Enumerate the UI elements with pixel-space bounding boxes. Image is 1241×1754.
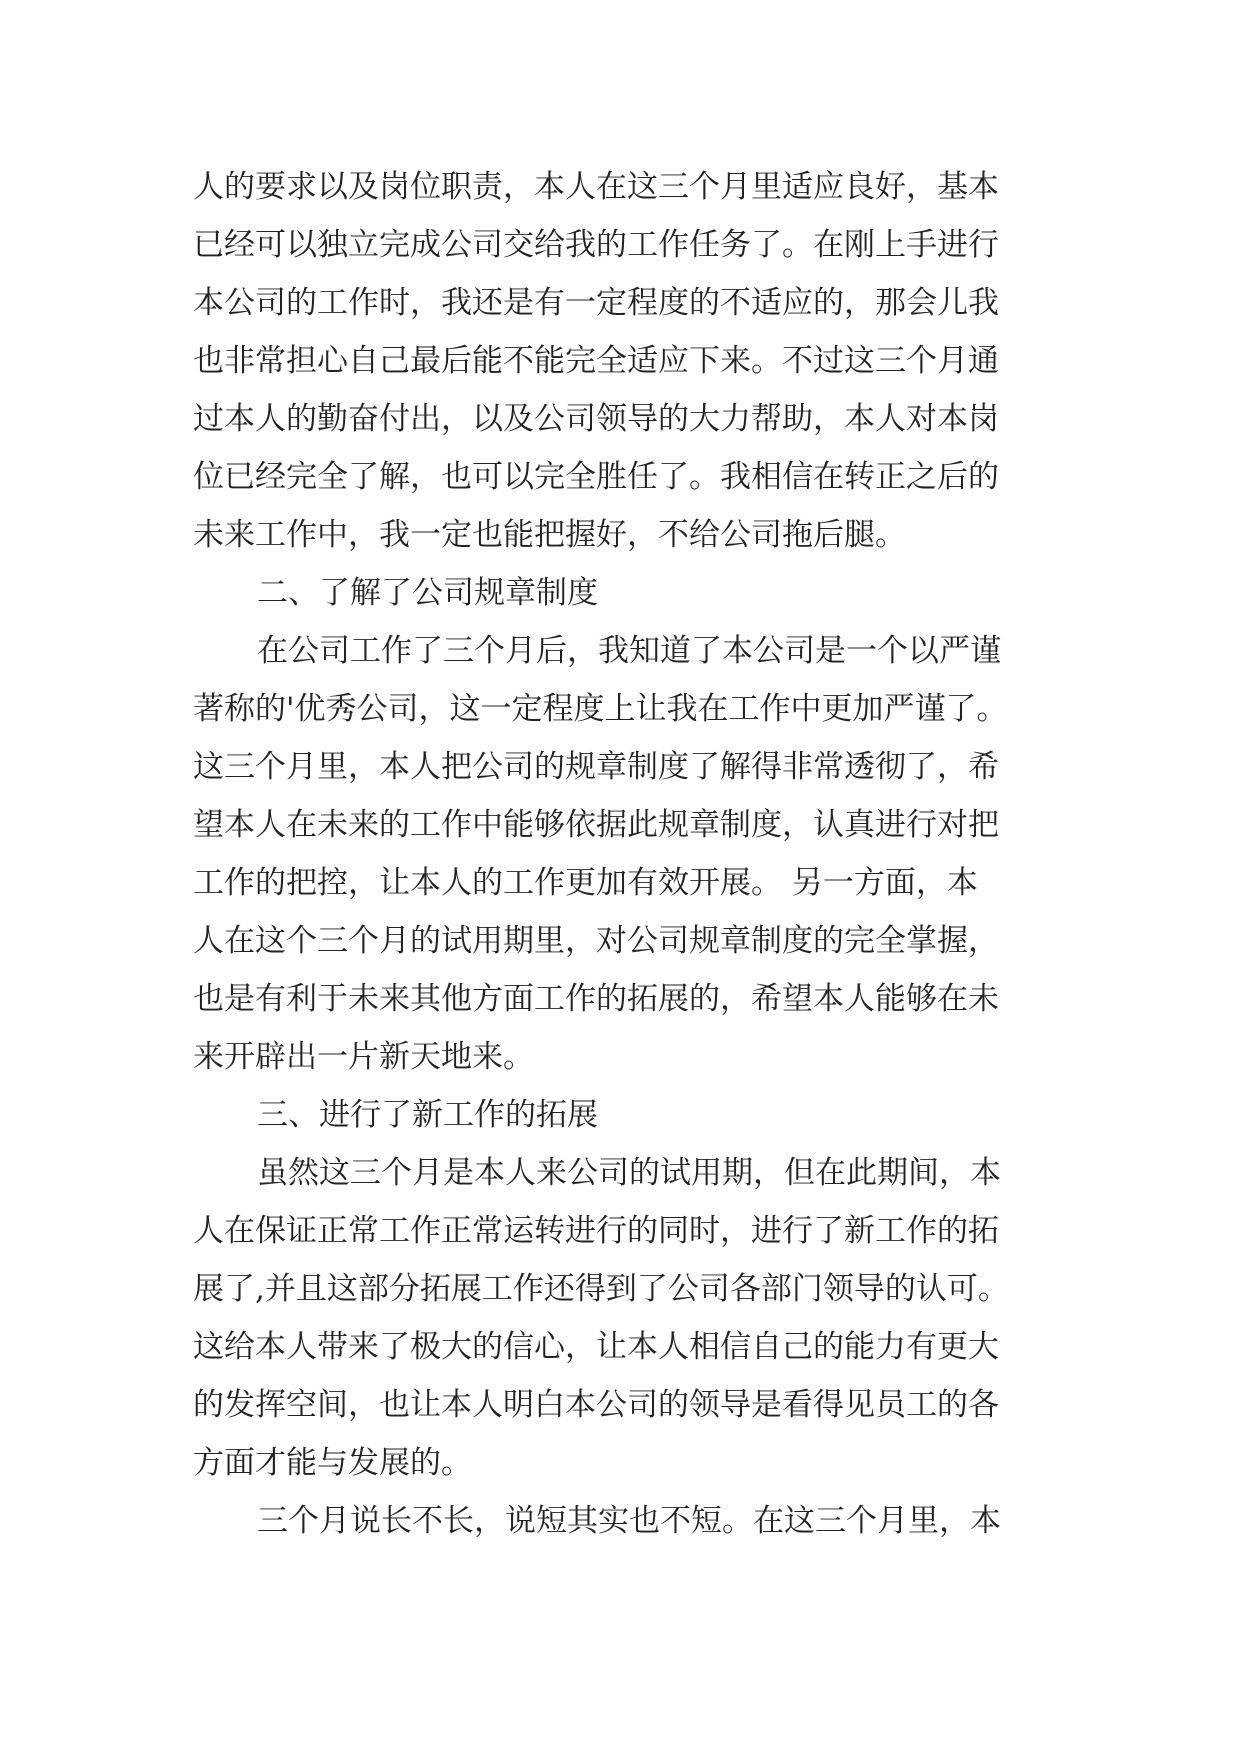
body-line: 位已经完全了解，也可以完全胜任了。我相信在转正之后的 — [193, 459, 999, 495]
body-line: 虽然这三个月是本人来公司的试用期，但在此期间，本 — [257, 1155, 1001, 1191]
body-line: 过本人的勤奋付出，以及公司领导的大力帮助，本人对本岗 — [193, 401, 999, 437]
section-heading: 二、了解了公司规章制度 — [257, 575, 598, 611]
body-line: 来开辟出一片新天地来。 — [193, 1039, 534, 1075]
body-line: 已经可以独立完成公司交给我的工作任务了。在刚上手进行 — [193, 227, 999, 263]
body-line: 三个月说长不长，说短其实也不短。在这三个月里，本 — [257, 1503, 1001, 1539]
body-line: 这三个月里，本人把公司的规章制度了解得非常透彻了，希 — [193, 749, 999, 785]
body-line: 未来工作中，我一定也能把握好，不给公司拖后腿。 — [193, 517, 906, 553]
body-line: 人在这个三个月的试用期里，对公司规章制度的完全掌握， — [193, 923, 999, 959]
body-line: 望本人在未来的工作中能够依据此规章制度，认真进行对把 — [193, 807, 999, 843]
body-line: 这给本人带来了极大的信心，让本人相信自己的能力有更大 — [193, 1329, 999, 1365]
body-line: 也是有利于未来其他方面工作的拓展的，希望本人能够在未 — [193, 981, 999, 1017]
section-heading: 三、进行了新工作的拓展 — [257, 1097, 598, 1133]
body-line: 人在保证正常工作正常运转进行的同时，进行了新工作的拓 — [193, 1213, 999, 1249]
body-line: 人的要求以及岗位职责，本人在这三个月里适应良好，基本 — [193, 169, 999, 205]
body-line: 著称的'优秀公司，这一定程度上让我在工作中更加严谨了。 — [193, 691, 1008, 727]
body-line: 本公司的工作时，我还是有一定程度的不适应的，那会儿我 — [193, 285, 999, 321]
body-line: 展了,并且这部分拓展工作还得到了公司各部门领导的认可。 — [193, 1271, 1009, 1307]
body-line: 工作的把控，让本人的工作更加有效开展。 另一方面，本 — [193, 865, 978, 901]
body-line: 的发挥空间，也让本人明白本公司的领导是看得见员工的各 — [193, 1387, 999, 1423]
body-line: 方面才能与发展的。 — [193, 1445, 472, 1481]
body-line: 在公司工作了三个月后，我知道了本公司是一个以严谨 — [257, 633, 1001, 669]
body-line: 也非常担心自己最后能不能完全适应下来。不过这三个月通 — [193, 343, 999, 379]
